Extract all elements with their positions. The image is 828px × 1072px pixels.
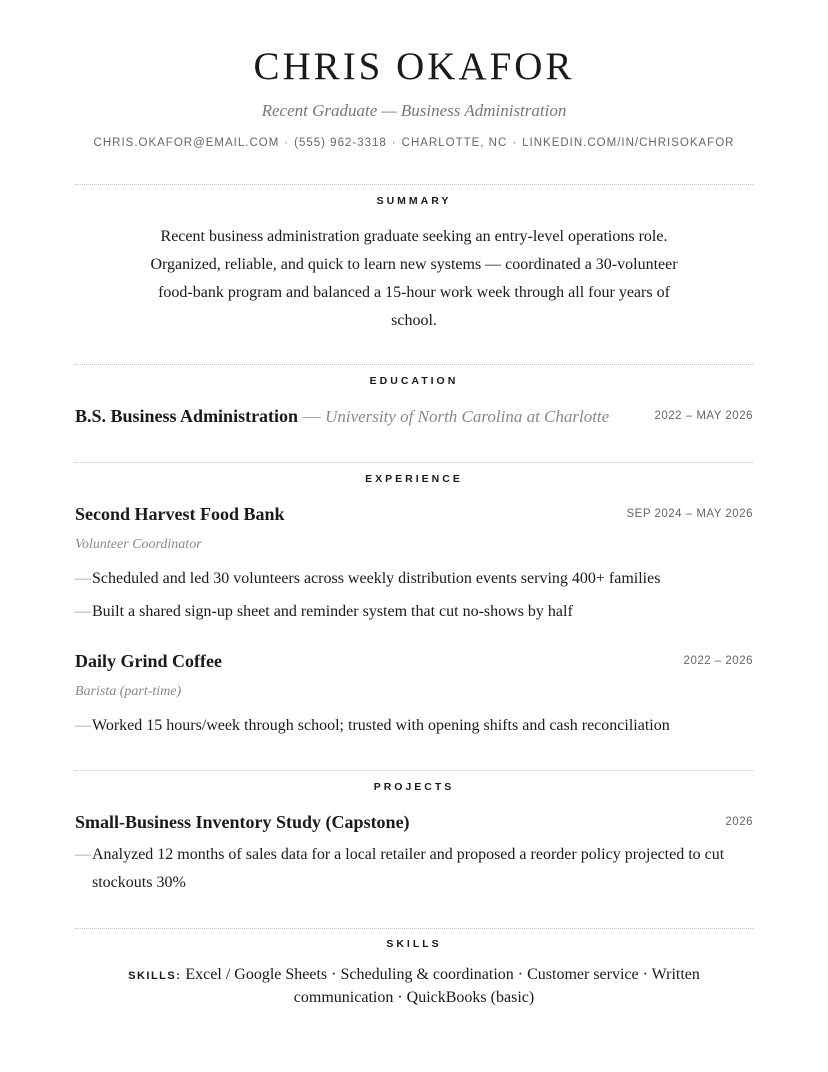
bullet-dash: — — [75, 846, 91, 863]
degree-name: B.S. Business Administration — [75, 406, 299, 426]
bullet-text: Built a shared sign-up sheet and reminder system that cut no-shows by half — [92, 603, 573, 620]
job-bullet — [75, 712, 753, 740]
bullet-text: Analyzed 12 months of sales data for a local retailer and proposed a reorder policy projected to cut stockouts 30% — [92, 846, 725, 891]
education-entry — [75, 406, 753, 430]
skills-text: Excel / Google Sheets · Scheduling & coordination · Customer service · Written communication · QuickBooks (basic) — [185, 966, 700, 1006]
skills-heading: SKILLS — [386, 938, 442, 950]
education-title — [75, 406, 609, 427]
job-role: Barista (part-time) — [75, 684, 182, 699]
job-dates: 2022 – 2026 — [683, 655, 753, 667]
contact-line — [55, 137, 773, 149]
candidate-name: CHRIS OKAFOR — [253, 45, 575, 88]
section-divider — [75, 462, 753, 463]
section-divider — [75, 364, 753, 365]
section-divider — [75, 928, 753, 929]
project-dates: 2026 — [725, 816, 753, 828]
school-name: University of North Carolina at Charlotte — [325, 407, 610, 426]
experience-heading: EXPERIENCE — [365, 473, 463, 485]
project-title: Small-Business Inventory Study (Capstone) — [75, 812, 410, 832]
job-bullet — [75, 565, 753, 593]
project-entry — [75, 812, 753, 836]
contact-linkedin: LINKEDIN.COM/IN/CHRISOKAFOR — [522, 137, 735, 149]
contact-phone: (555) 962-3318 — [294, 137, 387, 149]
job-dates: SEP 2024 – MAY 2026 — [626, 508, 753, 520]
title-dash: — — [302, 406, 321, 426]
education-heading: EDUCATION — [369, 375, 459, 387]
summary-heading: SUMMARY — [376, 195, 452, 207]
skills-label: SKILLS: — [128, 970, 182, 982]
job-bullet — [75, 598, 753, 626]
bullet-dash: — — [75, 717, 91, 734]
candidate-subtitle: Recent Graduate — Business Administration — [261, 101, 567, 120]
summary-text: Recent business administration graduate seeking an entry-level operations role. Organized, reliable, and quick to learn new systems — coordinated a 30-volunteer food-bank program and balanced a 15-hour work week through all four years of school. — [150, 228, 678, 329]
job-role: Volunteer Coordinator — [75, 537, 202, 552]
bullet-text: Worked 15 hours/week through school; trusted with opening shifts and cash reconciliation — [92, 717, 670, 734]
job-org: Second Harvest Food Bank — [75, 504, 285, 524]
contact-location: CHARLOTTE, NC — [401, 137, 508, 149]
contact-separator: · — [284, 137, 290, 149]
education-dates: 2022 – MAY 2026 — [654, 410, 753, 422]
contact-email: CHRIS.OKAFOR@EMAIL.COM — [93, 137, 280, 149]
section-divider — [75, 770, 753, 771]
contact-separator: · — [512, 137, 518, 149]
contact-separator: · — [391, 137, 397, 149]
job-org: Daily Grind Coffee — [75, 651, 222, 671]
bullet-dash: — — [75, 603, 91, 620]
job-entry — [75, 651, 753, 675]
section-divider — [75, 184, 753, 185]
project-bullet — [75, 841, 753, 897]
job-entry — [75, 504, 753, 528]
bullet-text: Scheduled and led 30 volunteers across weekly distribution events serving 400+ families — [92, 570, 661, 587]
skills-list — [95, 964, 733, 1008]
bullet-dash: — — [75, 570, 91, 587]
projects-heading: PROJECTS — [373, 781, 455, 793]
